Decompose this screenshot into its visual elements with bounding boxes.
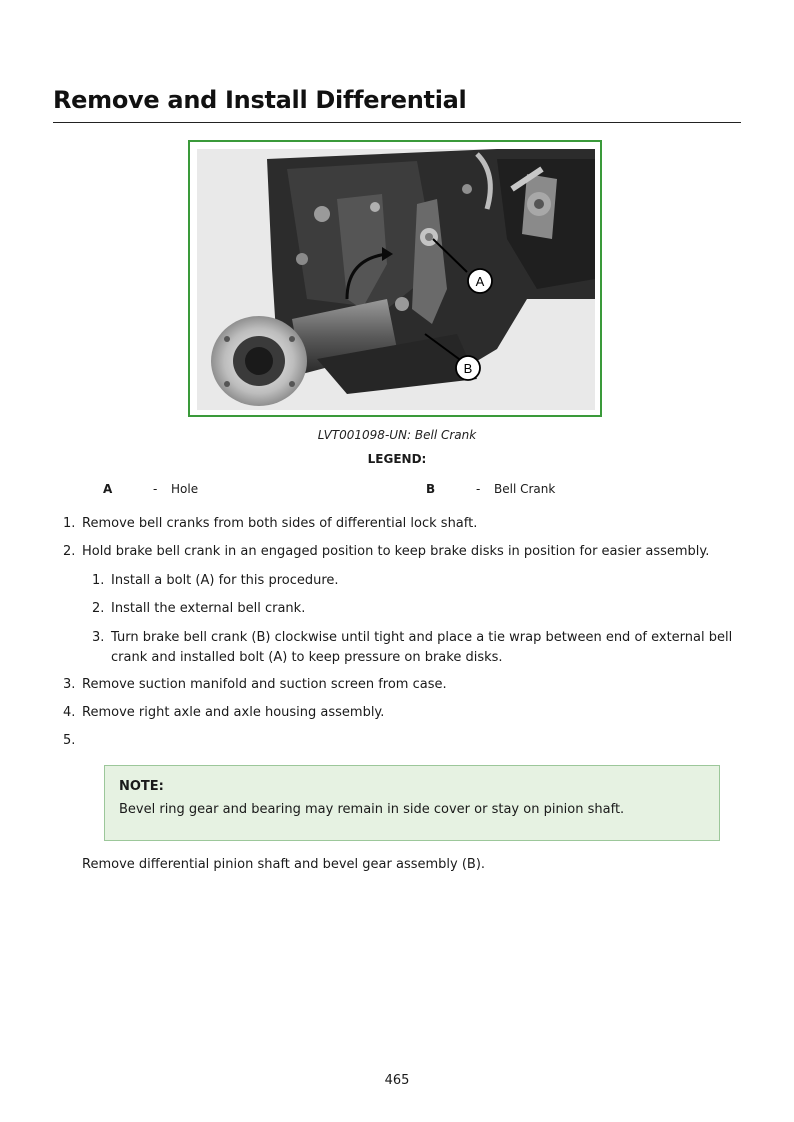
step-text-continued: crank and installed bolt (A) to keep pressure on brake disks. [111, 650, 503, 665]
step-text: Install a bolt (A) for this procedure. [111, 573, 339, 588]
callout-a-label: A [475, 274, 485, 289]
step-text: Turn brake bell crank (B) clockwise until tight and place a tie wrap between end of external bell [111, 630, 733, 645]
step-number: 2. [92, 601, 105, 616]
note-text: Bevel ring gear and bearing may remain in side cover or stay on pinion shaft. [119, 802, 625, 817]
legend-text: Bell Crank [494, 482, 556, 496]
page-number: 465 [384, 1073, 410, 1088]
legend-letter: A [103, 482, 113, 496]
page-title: Remove and Install Differential [53, 86, 467, 114]
legend-title: LEGEND: [367, 452, 427, 466]
note-title: NOTE: [119, 779, 164, 794]
step-number: 1. [92, 573, 105, 588]
step-5-text: Remove differential pinion shaft and bevel gear assembly (B). [82, 857, 486, 872]
step-number: 1. [63, 516, 76, 531]
bell-crank-figure [188, 140, 602, 417]
callout-b-label: B [463, 361, 473, 376]
title-divider [53, 122, 741, 123]
step-number: 3. [92, 630, 105, 645]
bell-crank-photo [197, 149, 595, 410]
figure-caption: LVT001098-UN: Bell Crank [317, 428, 477, 442]
step-number: 4. [63, 705, 76, 720]
step-number: 2. [63, 544, 76, 559]
legend-dash: - [153, 482, 158, 496]
step-number: 5. [63, 733, 76, 748]
legend-text: Hole [171, 482, 199, 496]
legend-letter: B [426, 482, 436, 496]
step-text: Remove bell cranks from both sides of differential lock shaft. [82, 516, 478, 531]
step-text: Hold brake bell crank in an engaged position to keep brake disks in position for easier assembly. [82, 544, 710, 559]
note-box [104, 765, 720, 841]
step-number: 3. [63, 677, 76, 692]
step-text: Remove right axle and axle housing assembly. [82, 705, 385, 720]
step-text: Install the external bell crank. [111, 601, 306, 616]
step-text: Remove suction manifold and suction screen from case. [82, 677, 447, 692]
legend-dash: - [476, 482, 481, 496]
